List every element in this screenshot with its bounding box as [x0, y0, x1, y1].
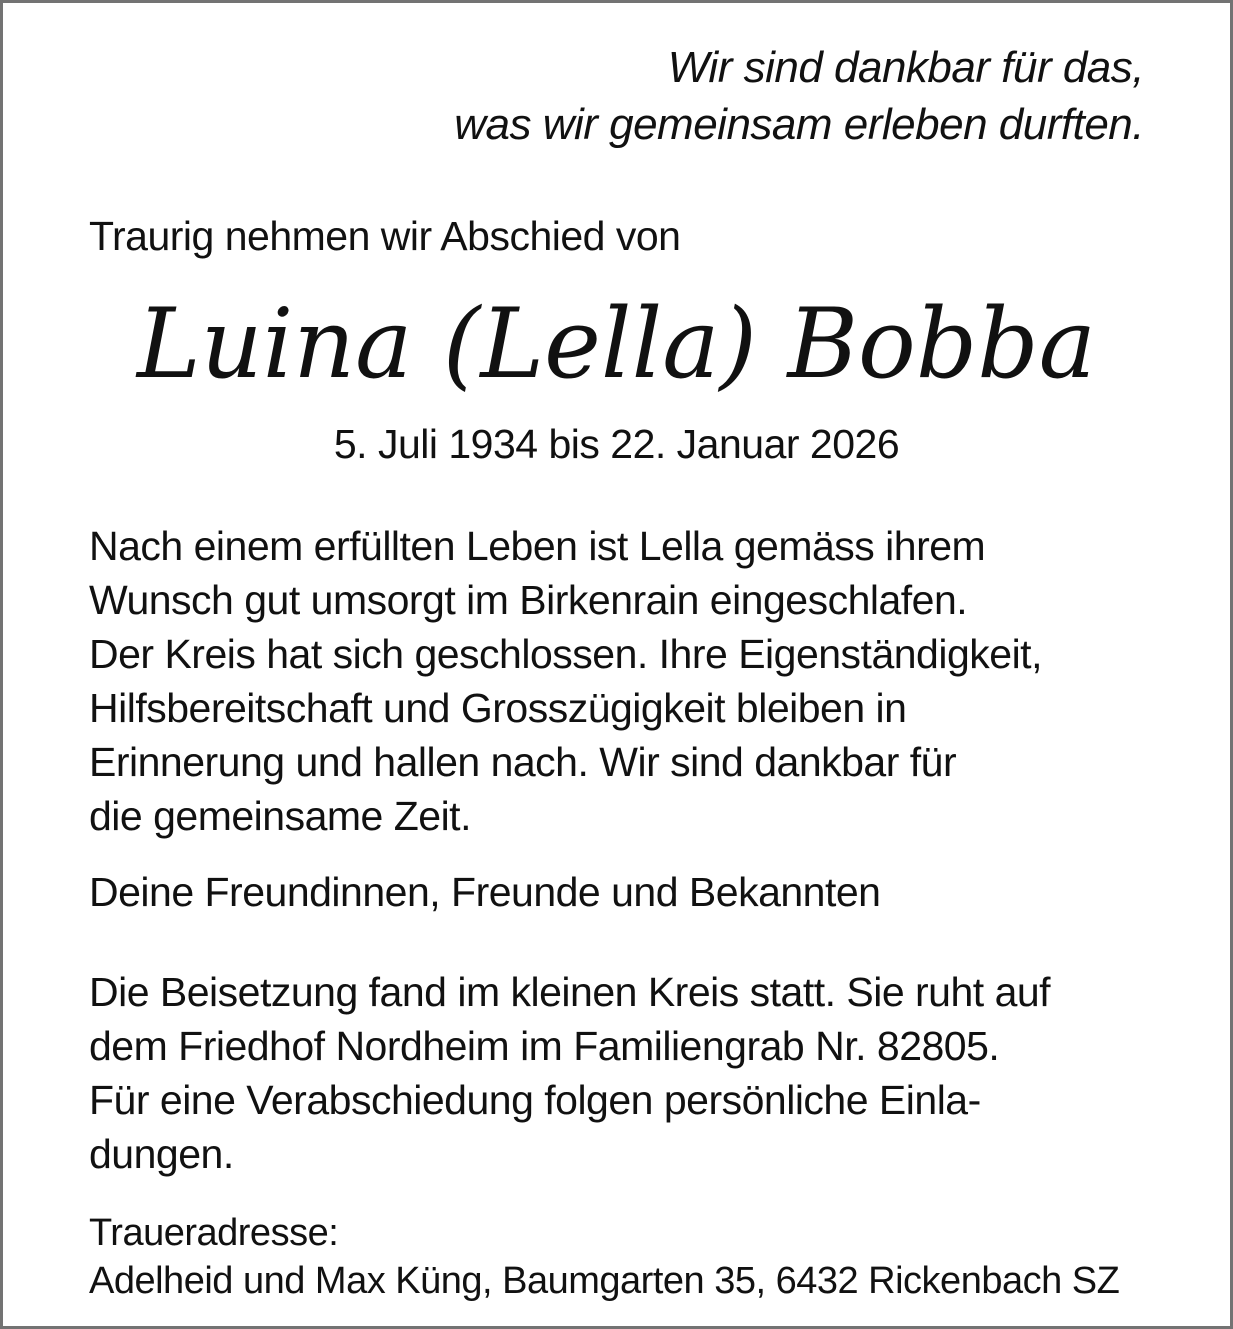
deceased-name: Luina (Lella) Bobba	[137, 288, 1096, 400]
obituary-line: Der Kreis hat sich geschlossen. Ihre Eigenständigkeit,	[89, 631, 1042, 677]
mourning-address: Adelheid und Max Küng, Baumgarten 35, 6432 Rickenbach SZ	[89, 1260, 1120, 1302]
life-dates: 5. Juli 1934 bis 22. Januar 2026	[333, 421, 900, 467]
mourning-address-block	[89, 1209, 1144, 1305]
motto-line-2: was wir gemeinsam erleben durften.	[454, 100, 1144, 149]
motto-line-1: Wir sind dankbar für das,	[667, 43, 1144, 92]
burial-line: Für eine Verabschiedung folgen persönliche Einla-	[89, 1077, 981, 1123]
burial-line: dungen.	[89, 1131, 234, 1177]
obituary-paragraph	[89, 519, 1144, 843]
mourners-line: Deine Freundinnen, Freunde und Bekannten	[89, 869, 881, 915]
intro-line: Traurig nehmen wir Abschied von	[89, 213, 681, 259]
obituary-line: Hilfsbereitschaft und Grosszügigkeit bleiben in	[89, 685, 907, 731]
obituary-line: die gemeinsame Zeit.	[89, 793, 471, 839]
obituary-line: Erinnerung und hallen nach. Wir sind dankbar für	[89, 739, 957, 785]
motto	[89, 39, 1144, 153]
obituary-line: Nach einem erfüllten Leben ist Lella gemäss ihrem	[89, 523, 986, 569]
mourning-address-label: Traueradresse:	[89, 1212, 339, 1254]
obituary-line: Wunsch gut umsorgt im Birkenrain eingeschlafen.	[89, 577, 968, 623]
burial-line: Die Beisetzung fand im kleinen Kreis statt. Sie ruht auf	[89, 969, 1051, 1015]
burial-paragraph	[89, 965, 1144, 1181]
burial-line: dem Friedhof Nordheim im Familiengrab Nr. 82805.	[89, 1023, 1000, 1069]
